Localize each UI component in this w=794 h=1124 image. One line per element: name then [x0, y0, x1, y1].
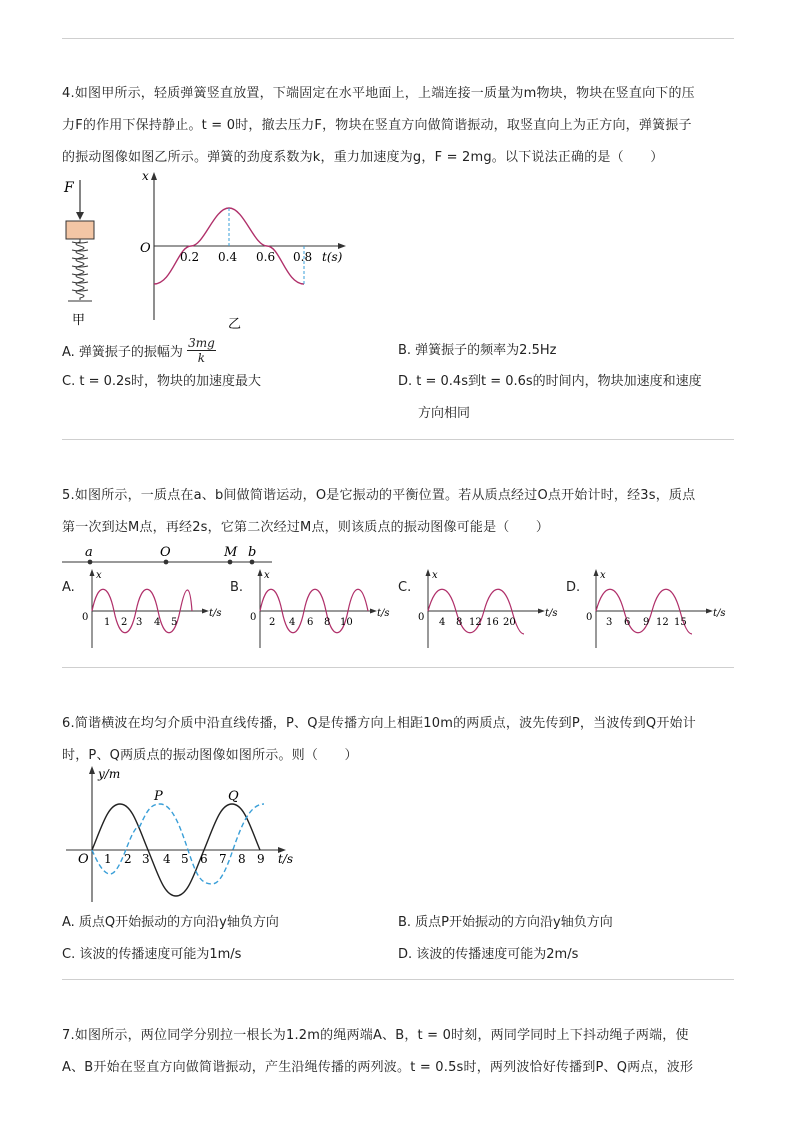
q4-figure-yi — [134, 170, 354, 332]
q6-stem-line-2: 时，P、Q两质点的振动图像如图所示。则（ ） — [62, 748, 358, 763]
q5-b-x-label: t/s — [377, 608, 390, 619]
q6-option-b[interactable]: B. 质点P开始振动的方向沿y轴负方向 — [398, 915, 613, 930]
q6-tick: 3 — [142, 852, 150, 866]
q5-graph-d[interactable] — [582, 568, 732, 650]
q5-a-y-label: x — [96, 570, 102, 581]
q6-origin: O — [78, 852, 89, 867]
q5-b-y-label: x — [264, 570, 270, 581]
q5-segment-figure — [62, 540, 282, 570]
q4-caption-yi: 乙 — [228, 317, 242, 332]
q4-caption-jia: 甲 — [72, 313, 86, 326]
q4-origin: O — [140, 241, 151, 256]
q5-d-y-label: x — [600, 570, 606, 581]
q5-b-tick: 10 — [340, 617, 353, 628]
q6-figure — [62, 764, 312, 904]
q6-q-label: Q — [228, 789, 239, 804]
q5-a-tick: 1 — [104, 617, 111, 628]
q5-c-tick: 16 — [486, 617, 499, 628]
q6-tick: 1 — [104, 852, 112, 866]
q5-a-tick: 2 — [121, 617, 128, 628]
q4-option-a-fraction — [187, 336, 216, 365]
separator — [62, 38, 734, 39]
q4-y-label: x — [142, 170, 149, 183]
q6-tick: 8 — [238, 852, 246, 866]
q4-option-d-cont: 方向相同 — [418, 406, 471, 421]
q4-force-label: F — [64, 180, 74, 196]
q5-option-a-label[interactable]: A. — [62, 580, 75, 595]
q4-tick: 0.4 — [218, 250, 238, 264]
separator — [62, 439, 734, 440]
q4-spring — [72, 239, 88, 300]
q5-d-x-label: t/s — [713, 608, 726, 619]
q5-point-a: a — [85, 545, 93, 560]
q5-b-origin: 0 — [250, 612, 257, 623]
q6-stem-line-1: 6.简谐横波在均匀介质中沿直线传播，P、Q是传播方向上相距10m的两质点，波先传到P，当波传到Q开始计 — [62, 716, 696, 731]
q4-option-d[interactable]: D. t = 0.4s到t = 0.6s的时间内，物块加速度和速度 — [398, 374, 702, 389]
q7-stem-line-2: A、B开始在竖直方向做简谐振动，产生沿绳传播的两列波。t = 0.5s时，两列波恰好传播到P、Q两点，波形 — [62, 1060, 694, 1075]
q6-x-label: t/s — [278, 852, 294, 866]
q5-c-tick: 8 — [456, 617, 463, 628]
q5-point-o: O — [160, 545, 171, 560]
q5-c-tick: 20 — [503, 617, 516, 628]
q5-stem-line-1: 5.如图所示，一质点在a、b间做简谐运动，O是它振动的平衡位置。若从质点经过O点开始计时，经3s，质点 — [62, 488, 696, 503]
q5-d-tick: 15 — [674, 617, 687, 628]
q7-stem-line-1: 7.如图所示，两位同学分别拉一根长为1.2m的绳两端A、B，t = 0时刻，两同学同时上下抖动绳子两端，使 — [62, 1028, 689, 1043]
q4-block — [66, 221, 94, 239]
q4-fraction-numerator: 3mg — [188, 336, 215, 350]
q5-a-x-label: t/s — [209, 608, 222, 619]
q5-stem-line-2: 第一次到达M点，再经2s，它第二次经过M点，则该质点的振动图像可能是（ ） — [62, 520, 550, 535]
q4-x-label: t(s) — [322, 250, 343, 264]
q6-tick: 5 — [181, 852, 189, 866]
q6-tick: 9 — [257, 852, 265, 866]
q5-d-tick: 12 — [656, 617, 669, 628]
q5-d-tick: 6 — [624, 617, 631, 628]
q5-a-tick: 5 — [171, 617, 178, 628]
q5-b-tick: 6 — [307, 617, 314, 628]
q4-stem-line-2: 力F的作用下保持静止。t = 0时，撤去压力F，物块在竖直方向做简谐振动，取竖直向上为正方向，弹簧振子 — [62, 118, 692, 133]
q6-option-d[interactable]: D. 该波的传播速度可能为2m/s — [398, 947, 579, 962]
q4-option-a[interactable] — [62, 336, 216, 365]
q5-d-origin: 0 — [586, 612, 593, 623]
q6-option-c[interactable]: C. 该波的传播速度可能为1m/s — [62, 947, 242, 962]
q4-option-c[interactable]: C. t = 0.2s时，物块的加速度最大 — [62, 374, 262, 389]
q6-tick: 7 — [219, 852, 227, 866]
q6-p-label: P — [154, 789, 163, 804]
q4-option-b[interactable]: B. 弹簧振子的频率为2.5Hz — [398, 343, 557, 358]
q4-fraction-denominator: k — [197, 351, 206, 365]
q5-a-origin: 0 — [82, 612, 89, 623]
q6-option-a[interactable]: A. 质点Q开始振动的方向沿y轴负方向 — [62, 915, 279, 930]
q5-option-b-label[interactable]: B. — [230, 580, 244, 595]
q5-option-c-label[interactable]: C. — [398, 580, 412, 595]
q4-tick: 0.2 — [180, 250, 200, 264]
q5-d-tick: 9 — [643, 617, 650, 628]
q4-tick: 0.6 — [256, 250, 276, 264]
q6-tick: 2 — [124, 852, 132, 866]
q4-stem-line-1: 4.如图甲所示，轻质弹簧竖直放置，下端固定在水平地面上，上端连接一质量为m物块，物块在竖直向下的压 — [62, 86, 695, 101]
q5-b-tick: 8 — [324, 617, 331, 628]
q5-option-d-label[interactable]: D. — [566, 580, 581, 595]
q4-tick: 0.8 — [293, 250, 313, 264]
q5-point-m: M — [224, 545, 238, 560]
q5-b-tick: 2 — [269, 617, 276, 628]
q6-tick: 6 — [200, 852, 208, 866]
q6-tick: 4 — [163, 852, 171, 866]
q4-figure-jia — [58, 176, 118, 326]
q5-point-b: b — [248, 545, 257, 560]
q5-c-origin: 0 — [418, 612, 425, 623]
q5-c-x-label: t/s — [545, 608, 558, 619]
separator — [62, 667, 734, 668]
q6-y-label: y/m — [98, 767, 121, 781]
q5-a-tick: 3 — [136, 617, 143, 628]
q5-c-tick: 12 — [469, 617, 482, 628]
q6-curve-p — [92, 804, 264, 884]
q4-stem-line-3: 的振动图像如图乙所示。弹簧的劲度系数为k，重力加速度为g，F = 2mg。以下说法正确的是（ ） — [62, 150, 664, 165]
separator — [62, 979, 734, 980]
q5-c-tick: 4 — [439, 617, 446, 628]
q5-graph-a[interactable] — [78, 568, 228, 650]
q5-c-y-label: x — [432, 570, 438, 581]
q5-d-tick: 3 — [606, 617, 613, 628]
q4-option-a-text: A. 弹簧振子的振幅为 — [62, 345, 183, 360]
q5-a-tick: 4 — [154, 617, 161, 628]
q5-graph-b[interactable] — [246, 568, 396, 650]
q5-b-tick: 4 — [289, 617, 296, 628]
q5-graph-c[interactable] — [414, 568, 564, 650]
